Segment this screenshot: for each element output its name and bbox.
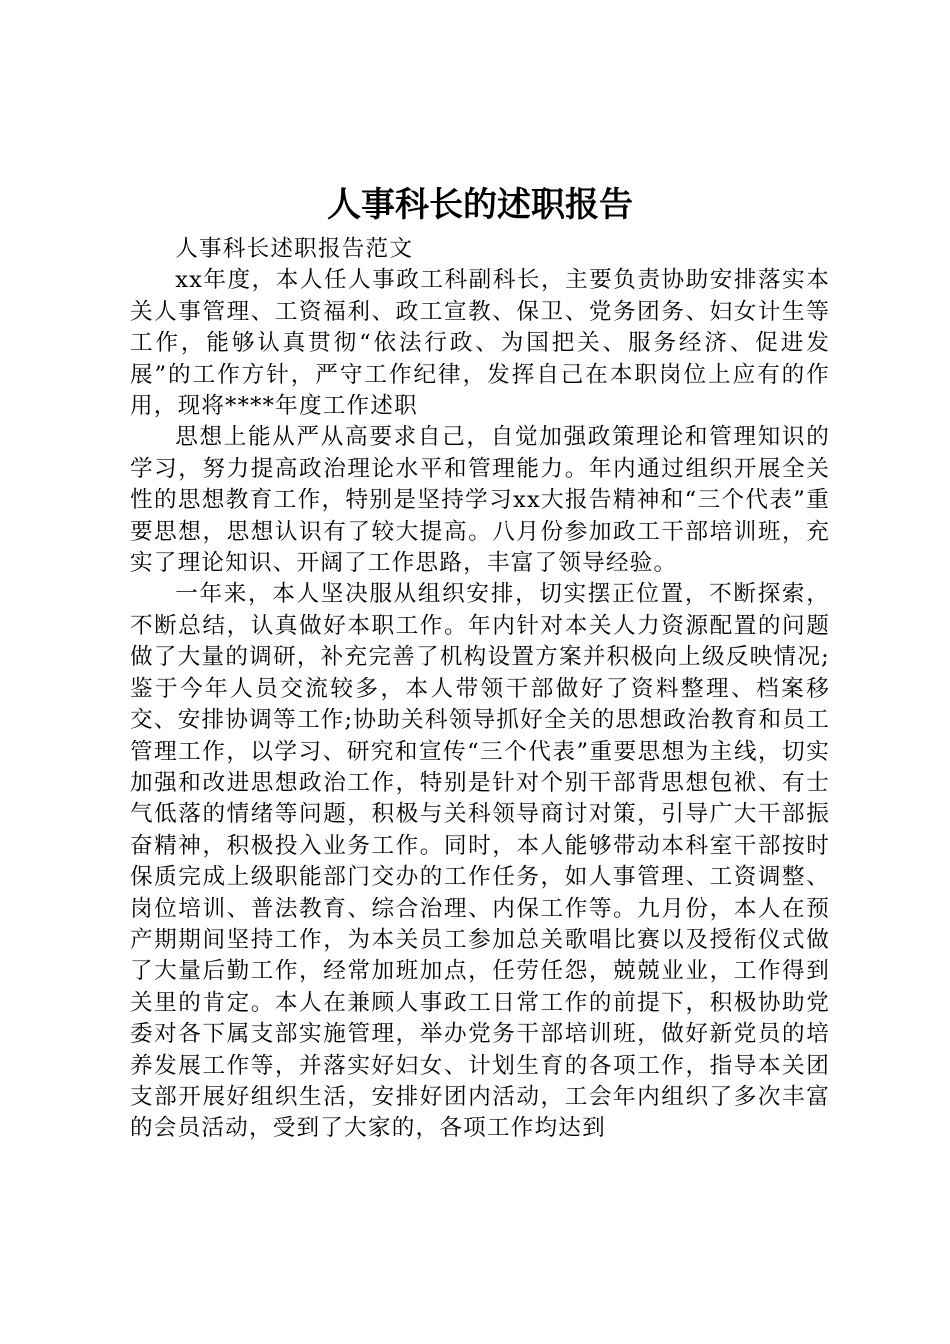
paragraph-thought: 思想上能从严从高要求自己，自觉加强政策理论和管理知识的学习，努力提高政治理论水平和管理能力。年内通过组织开展全关性的思想教育工作，特别是坚持学习xx大报告精神和“三个代表”重要思想，思想认识有了较大提高。八月份参加政工干部培训班，充实了理论知识、开阔了工作思路，丰富了领导经验。 (130, 424, 830, 577)
document-body (130, 234, 830, 1145)
paragraph-work: 一年来，本人坚决服从组织安排，切实摆正位置，不断探索，不断总结，认真做好本职工作。年内针对本关人力资源配置的问题做了大量的调研，补充完善了机构设置方案并积极向上级反映情况;鉴于今年人员交流较多，本人带领干部做好了资料整理、档案移交、安排协调等工作;协助关科领导抓好全关的思想政治教育和员工管理工作，以学习、研究和宣传“三个代表”重要思想为主线，切实加强和改进思想政治工作，特别是针对个别干部背思想包袱、有士气低落的情绪等问题，积极与关科领导商讨对策，引导广大干部振奋精神，积极投入业务工作。同时，本人能够带动本科室干部按时保质完成上级职能部门交办的工作任务，如人事管理、工资调整、岗位培训、普法教育、综合治理、内保工作等。九月份，本人在预产期期间坚持工作，为本关员工参加总关歌唱比赛以及授衔仪式做了大量后勤工作，经常加班加点，任劳任怨，兢兢业业，工作得到关里的肯定。本人在兼顾人事政工日常工作的前提下，积极协助党委对各下属支部实施管理，举办党务干部培训班，做好新党员的培养发展工作等，并落实好妇女、计划生育的各项工作，指导本关团支部开展好组织生活，安排好团内活动，工会年内组织了多次丰富的会员活动，受到了大家的，各项工作均达到 (130, 581, 830, 1142)
document-title: 人事科长的述职报告 (327, 185, 633, 225)
paragraph-intro: xx年度，本人任人事政工科副科长，主要负责协助安排落实本关人事管理、工资福利、政工宣教、保卫、党务团务、妇女计生等工作，能够认真贯彻“依法行政、为国把关、服务经济、促进发展”的工作方针，严守工作纪律，发挥自己在本职岗位上应有的作用，现将****年度工作述职 (130, 267, 830, 420)
document-subtitle: 人事科长述职报告范文 (175, 236, 414, 262)
